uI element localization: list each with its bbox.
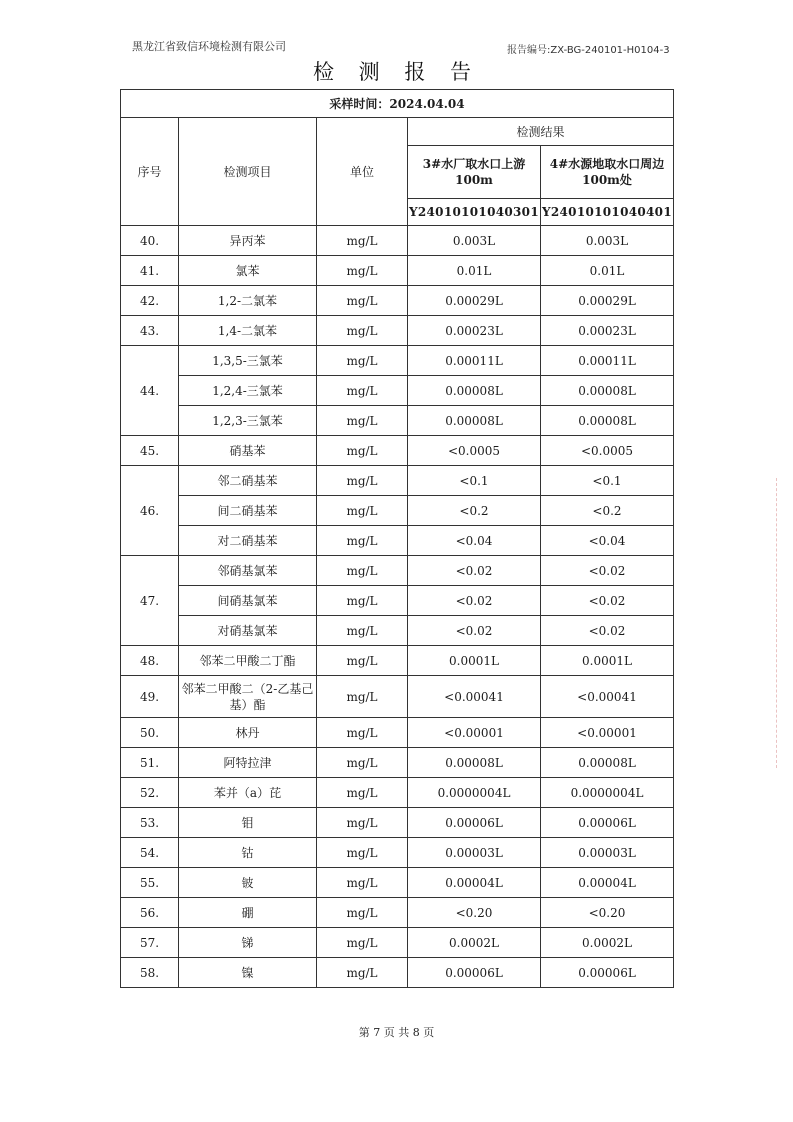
row-result-2: <0.00001 (541, 718, 674, 748)
table-row (121, 226, 674, 256)
sampling-time (121, 90, 674, 118)
row-item: 氯苯 (179, 256, 317, 286)
table-row (121, 898, 674, 928)
table-row (121, 778, 674, 808)
row-result-2: <0.04 (541, 526, 674, 556)
row-item: 邻二硝基苯 (179, 466, 317, 496)
table-row (121, 718, 674, 748)
row-unit: mg/L (317, 778, 408, 808)
row-result-1: 0.00029L (408, 286, 541, 316)
table-row (121, 808, 674, 838)
row-unit: mg/L (317, 496, 408, 526)
row-result-2: <0.02 (541, 616, 674, 646)
row-result-1: 0.00008L (408, 748, 541, 778)
table-row (121, 556, 674, 586)
row-result-1: 0.00023L (408, 316, 541, 346)
row-item: 间二硝基苯 (179, 496, 317, 526)
row-result-2: 0.0001L (541, 646, 674, 676)
seal-mark (776, 478, 791, 768)
row-result-2: 0.00011L (541, 346, 674, 376)
row-item: 钴 (179, 838, 317, 868)
table-row (121, 466, 674, 496)
row-seq: 45. (121, 436, 179, 466)
table-row (121, 868, 674, 898)
row-result-2: 0.00006L (541, 808, 674, 838)
row-item: 对二硝基苯 (179, 526, 317, 556)
row-unit: mg/L (317, 436, 408, 466)
header-seq: 序号 (121, 118, 179, 226)
row-seq: 52. (121, 778, 179, 808)
row-item: 1,2,3-三氯苯 (179, 406, 317, 436)
sampling-time-label: 采样时间： (329, 96, 390, 111)
row-seq: 41. (121, 256, 179, 286)
row-seq: 53. (121, 808, 179, 838)
row-result-2: 0.01L (541, 256, 674, 286)
row-seq: 58. (121, 958, 179, 988)
table-row (121, 928, 674, 958)
row-item: 邻硝基氯苯 (179, 556, 317, 586)
row-result-1: 0.0001L (408, 646, 541, 676)
table-row (121, 748, 674, 778)
row-result-2: <0.00041 (541, 676, 674, 718)
row-seq: 42. (121, 286, 179, 316)
row-unit: mg/L (317, 376, 408, 406)
row-seq: 46. (121, 466, 179, 556)
row-result-2: 0.00006L (541, 958, 674, 988)
table-row (121, 316, 674, 346)
row-result-2: 0.0000004L (541, 778, 674, 808)
row-result-1: 0.00008L (408, 376, 541, 406)
report-title: 检 测 报 告 (312, 60, 481, 84)
row-result-1: 0.01L (408, 256, 541, 286)
row-result-2: <0.0005 (541, 436, 674, 466)
row-seq: 57. (121, 928, 179, 958)
row-result-1: 0.003L (408, 226, 541, 256)
row-unit: mg/L (317, 586, 408, 616)
row-seq: 55. (121, 868, 179, 898)
row-unit: mg/L (317, 838, 408, 868)
row-result-1: <0.00001 (408, 718, 541, 748)
row-item: 苯并（a）芘 (179, 778, 317, 808)
row-result-1: <0.00041 (408, 676, 541, 718)
header-item: 检测项目 (179, 118, 317, 226)
report-number (507, 41, 670, 56)
row-item: 间硝基氯苯 (179, 586, 317, 616)
row-result-2: 0.003L (541, 226, 674, 256)
table-row (121, 436, 674, 466)
row-item: 异丙苯 (179, 226, 317, 256)
row-result-1: <0.04 (408, 526, 541, 556)
sample1-code: Y24010101040301 (408, 199, 541, 226)
row-result-1: 0.0000004L (408, 778, 541, 808)
table-row (121, 616, 674, 646)
report-number-label: 报告编号: (507, 45, 551, 56)
row-seq: 54. (121, 838, 179, 868)
row-result-1: 0.00004L (408, 868, 541, 898)
row-item: 硼 (179, 898, 317, 928)
row-result-2: 0.00004L (541, 868, 674, 898)
row-result-2: 0.0002L (541, 928, 674, 958)
row-seq: 43. (121, 316, 179, 346)
row-result-1: 0.00006L (408, 958, 541, 988)
company-name: 黑龙江省致信环境检测有限公司 (132, 40, 286, 53)
row-item: 1,2-二氯苯 (179, 286, 317, 316)
row-seq: 48. (121, 646, 179, 676)
row-seq: 50. (121, 718, 179, 748)
row-seq: 51. (121, 748, 179, 778)
row-result-2: 0.00029L (541, 286, 674, 316)
row-result-2: 0.00008L (541, 748, 674, 778)
row-result-1: 0.00003L (408, 838, 541, 868)
table-row (121, 838, 674, 868)
row-unit: mg/L (317, 616, 408, 646)
row-seq: 44. (121, 346, 179, 436)
row-result-1: <0.02 (408, 616, 541, 646)
row-item: 邻苯二甲酸二丁酯 (179, 646, 317, 676)
row-result-2: <0.02 (541, 586, 674, 616)
table-row (121, 346, 674, 376)
row-result-1: <0.0005 (408, 436, 541, 466)
row-unit: mg/L (317, 958, 408, 988)
row-seq: 49. (121, 676, 179, 718)
row-item: 1,4-二氯苯 (179, 316, 317, 346)
header-unit: 单位 (317, 118, 408, 226)
row-item: 对硝基氯苯 (179, 616, 317, 646)
row-unit: mg/L (317, 646, 408, 676)
row-unit: mg/L (317, 718, 408, 748)
row-unit: mg/L (317, 748, 408, 778)
row-result-2: 0.00008L (541, 406, 674, 436)
row-item: 邻苯二甲酸二（2-乙基己基）酯 (179, 676, 317, 718)
table-row (121, 676, 674, 718)
row-item: 镍 (179, 958, 317, 988)
row-item: 1,3,5-三氯苯 (179, 346, 317, 376)
row-unit: mg/L (317, 928, 408, 958)
table-row (121, 376, 674, 406)
header-results: 检测结果 (408, 118, 674, 146)
row-result-1: 0.00008L (408, 406, 541, 436)
table-row (121, 256, 674, 286)
row-unit: mg/L (317, 346, 408, 376)
row-item: 阿特拉津 (179, 748, 317, 778)
row-item: 铍 (179, 868, 317, 898)
row-seq: 56. (121, 898, 179, 928)
table-row (121, 526, 674, 556)
row-result-1: <0.02 (408, 556, 541, 586)
row-result-2: <0.20 (541, 898, 674, 928)
table-row (121, 586, 674, 616)
row-result-1: 0.00011L (408, 346, 541, 376)
table-row (121, 496, 674, 526)
row-result-1: <0.20 (408, 898, 541, 928)
row-unit: mg/L (317, 868, 408, 898)
row-unit: mg/L (317, 676, 408, 718)
row-result-1: <0.1 (408, 466, 541, 496)
row-result-2: 0.00008L (541, 376, 674, 406)
row-unit: mg/L (317, 898, 408, 928)
results-table (120, 89, 674, 988)
sample2-code: Y24010101040401 (541, 199, 674, 226)
row-result-1: <0.02 (408, 586, 541, 616)
sample1-name: 3#水厂取水口上游100m (408, 146, 541, 199)
row-unit: mg/L (317, 526, 408, 556)
page-number: 第 7 页 共 8 页 (358, 1026, 435, 1039)
row-result-2: <0.1 (541, 466, 674, 496)
row-unit: mg/L (317, 466, 408, 496)
row-item: 林丹 (179, 718, 317, 748)
row-item: 1,2,4-三氯苯 (179, 376, 317, 406)
sample2-name: 4#水源地取水口周边100m处 (541, 146, 674, 199)
sampling-date: 2024.04.04 (389, 96, 465, 111)
row-result-2: 0.00023L (541, 316, 674, 346)
row-result-2: <0.02 (541, 556, 674, 586)
table-row (121, 406, 674, 436)
row-item: 硝基苯 (179, 436, 317, 466)
row-result-1: <0.2 (408, 496, 541, 526)
row-item: 锑 (179, 928, 317, 958)
row-unit: mg/L (317, 406, 408, 436)
row-result-2: 0.00003L (541, 838, 674, 868)
row-seq: 40. (121, 226, 179, 256)
row-unit: mg/L (317, 808, 408, 838)
table-row (121, 646, 674, 676)
row-seq: 47. (121, 556, 179, 646)
row-unit: mg/L (317, 556, 408, 586)
row-unit: mg/L (317, 316, 408, 346)
row-unit: mg/L (317, 226, 408, 256)
table-row (121, 286, 674, 316)
table-row (121, 958, 674, 988)
report-number-value: ZX-BG-240101-H0104-3 (550, 45, 670, 56)
row-result-1: 0.00006L (408, 808, 541, 838)
row-unit: mg/L (317, 256, 408, 286)
row-item: 钼 (179, 808, 317, 838)
row-result-2: <0.2 (541, 496, 674, 526)
row-result-1: 0.0002L (408, 928, 541, 958)
row-unit: mg/L (317, 286, 408, 316)
